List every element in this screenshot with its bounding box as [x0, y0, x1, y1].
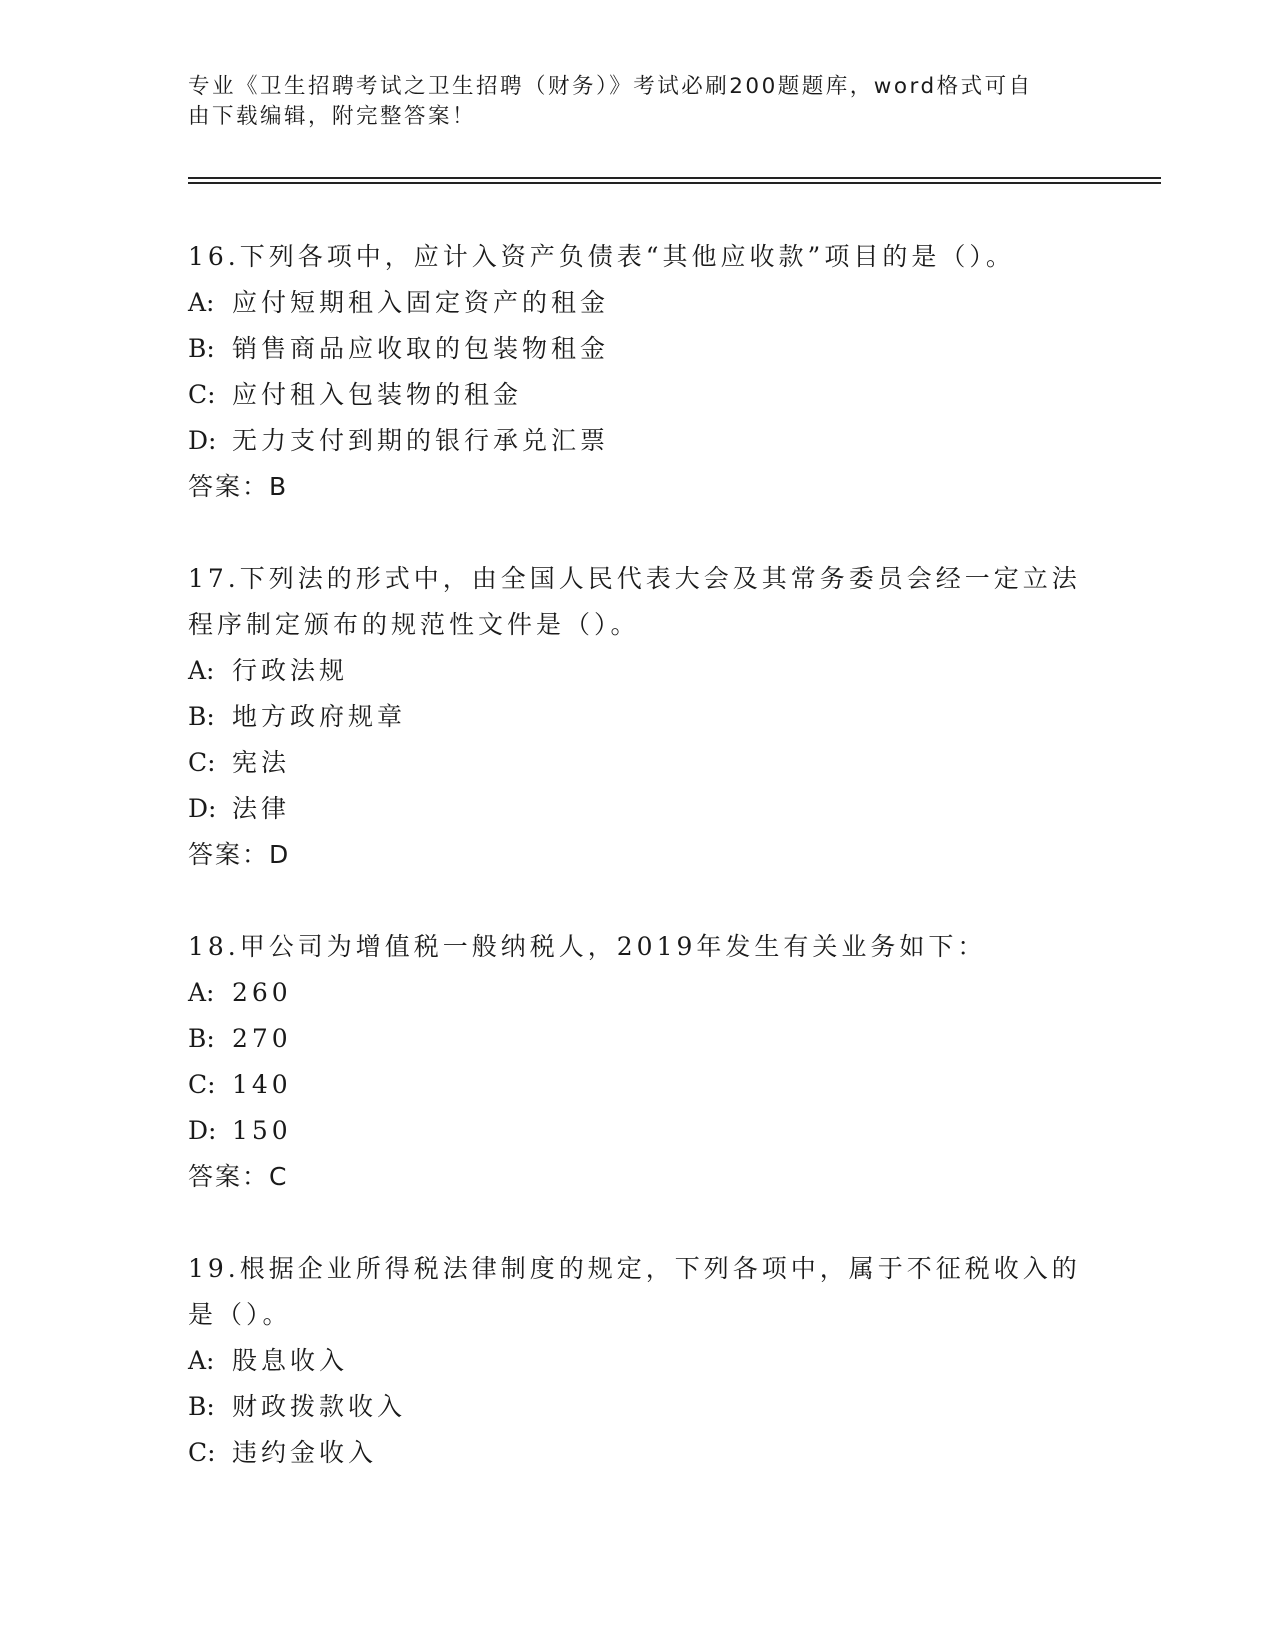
question-17: [188, 556, 1088, 878]
option-text: 股息收入: [232, 1346, 349, 1375]
option-text: 宪法: [232, 748, 291, 777]
option-a: [188, 970, 1088, 1016]
option-c: [188, 740, 1088, 786]
option-letter: C:: [188, 380, 216, 409]
answer-line: 答案：C: [188, 1162, 289, 1191]
option-d: [188, 786, 1088, 832]
question-text: 18.甲公司为增值税一般纳税人，2019年发生有关业务如下：: [188, 932, 987, 961]
option-b: [188, 1384, 1088, 1430]
question-text-continued: 是（）。: [188, 1300, 292, 1329]
option-text: 行政法规: [232, 656, 349, 685]
option-b: [188, 694, 1088, 740]
document-header: [188, 72, 1068, 132]
option-text: 地方政府规章: [232, 702, 407, 731]
option-letter: B:: [188, 1392, 215, 1421]
header-divider-bottom: [188, 182, 1161, 184]
option-letter: D:: [188, 794, 217, 823]
option-letter: A:: [188, 656, 215, 685]
option-a: [188, 648, 1088, 694]
question-text: 17.下列法的形式中，由全国人民代表大会及其常务委员会经一定立法: [188, 564, 1081, 593]
option-a: [188, 280, 1088, 326]
question-text: 16.下列各项中，应计入资产负债表“其他应收款”项目的是（）。: [188, 242, 1015, 271]
header-line-2: 由下载编辑，附完整答案！: [188, 104, 477, 129]
option-text: 法律: [232, 794, 291, 823]
option-a: [188, 1338, 1088, 1384]
answer-line: 答案：B: [188, 472, 289, 501]
option-letter: D:: [188, 426, 217, 455]
answer-line: 答案：D: [188, 840, 291, 869]
question-19: [188, 1246, 1088, 1476]
option-text: 财政拨款收入: [232, 1392, 407, 1421]
option-text: 应付短期租入固定资产的租金: [232, 288, 610, 317]
option-letter: B:: [188, 1024, 215, 1053]
option-letter: C:: [188, 748, 216, 777]
header-divider-top: [188, 177, 1161, 179]
option-letter: B:: [188, 334, 215, 363]
option-text: 260: [232, 978, 292, 1007]
option-b: [188, 326, 1088, 372]
option-letter: B:: [188, 702, 215, 731]
option-text: 140: [232, 1070, 292, 1099]
option-text: 150: [232, 1116, 292, 1145]
option-c: [188, 1430, 1088, 1476]
option-letter: C:: [188, 1070, 216, 1099]
option-c: [188, 1062, 1088, 1108]
option-letter: A:: [188, 978, 215, 1007]
question-18: [188, 924, 1088, 1200]
option-letter: C:: [188, 1438, 216, 1467]
question-text-continued: 程序制定颁布的规范性文件是（）。: [188, 610, 640, 639]
option-text: 无力支付到期的银行承兑汇票: [232, 426, 610, 455]
question-16: [188, 234, 1088, 510]
option-text: 销售商品应收取的包装物租金: [232, 334, 610, 363]
option-letter: D:: [188, 1116, 217, 1145]
option-letter: A:: [188, 1346, 215, 1375]
question-text: 19.根据企业所得税法律制度的规定，下列各项中，属于不征税收入的: [188, 1254, 1081, 1283]
option-d: [188, 418, 1088, 464]
option-d: [188, 1108, 1088, 1154]
option-text: 违约金收入: [232, 1438, 378, 1467]
option-b: [188, 1016, 1088, 1062]
option-text: 应付租入包装物的租金: [232, 380, 523, 409]
option-c: [188, 372, 1088, 418]
option-letter: A:: [188, 288, 215, 317]
header-line-1: 专业《卫生招聘考试之卫生招聘（财务）》考试必刷200题题库，word格式可自: [188, 74, 1033, 99]
option-text: 270: [232, 1024, 292, 1053]
